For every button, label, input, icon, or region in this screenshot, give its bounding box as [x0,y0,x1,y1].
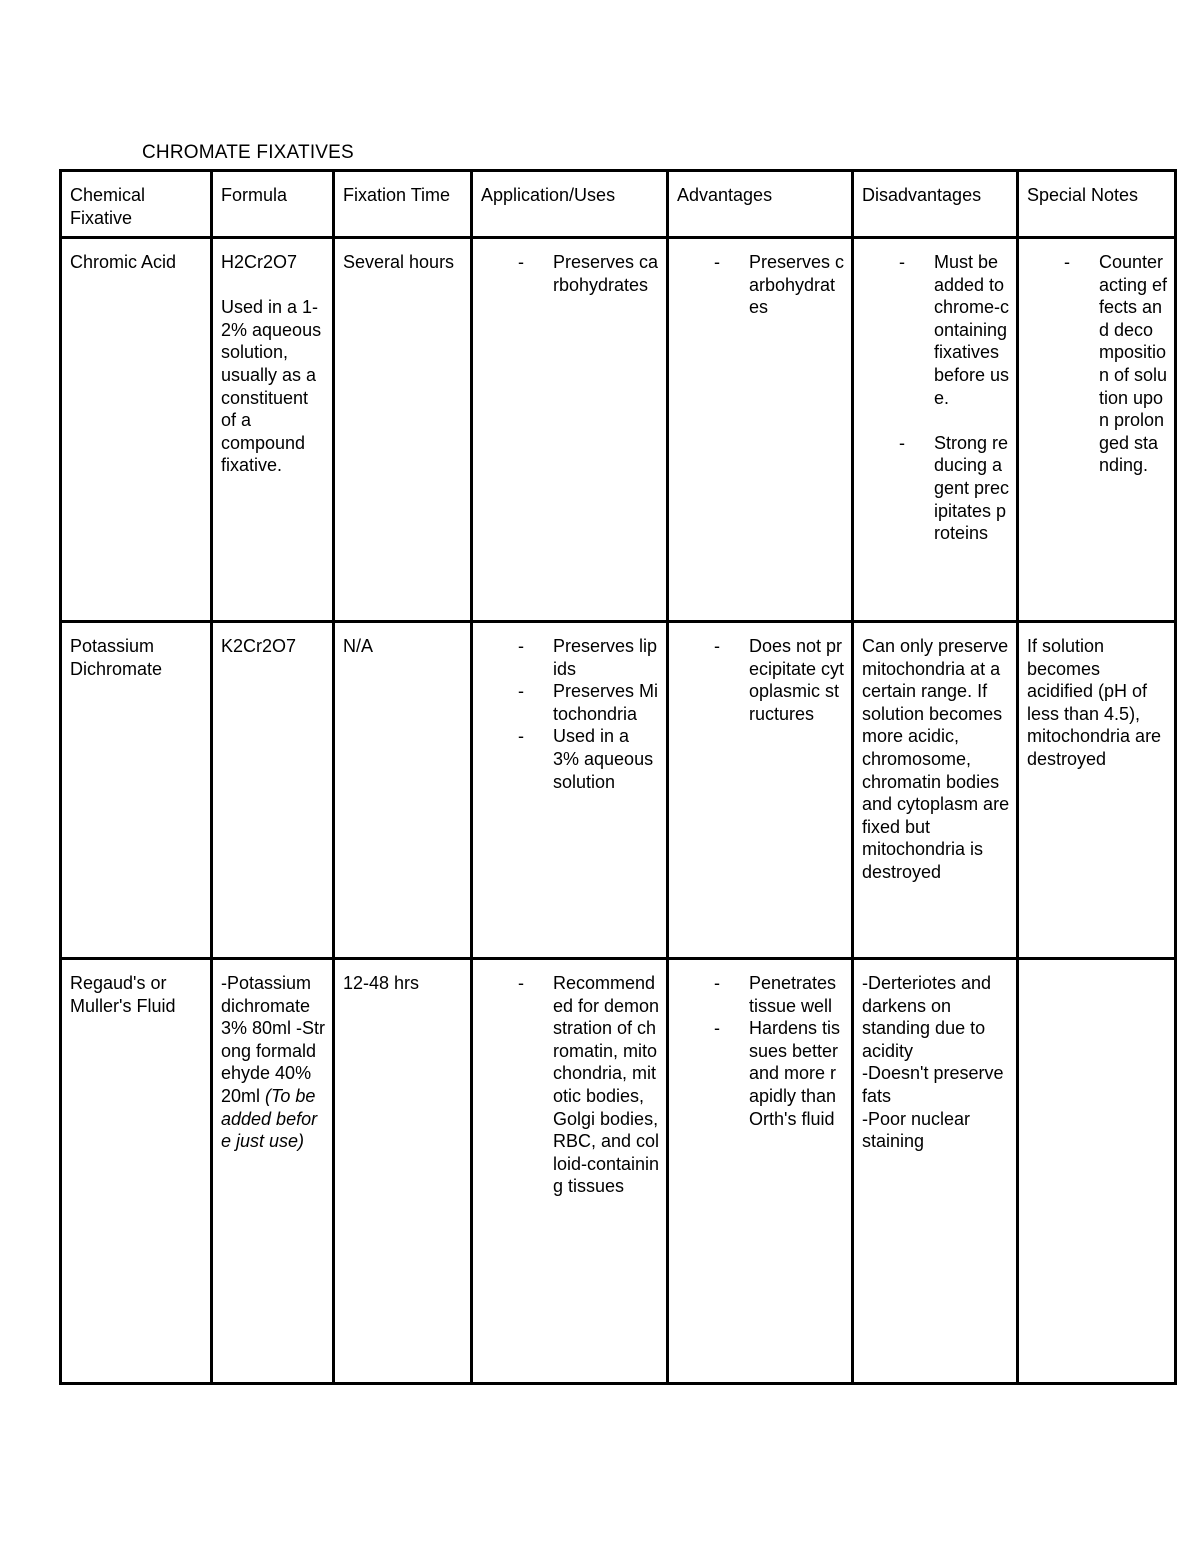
cell-disadvantages [853,238,1018,622]
list-item: - Preserves carbohydrates [481,251,660,296]
header-fixation-time: Fixation Time [334,171,472,238]
list-item: - Counteracting effects and decomposition of solution upon prolonged standing. [1027,251,1168,477]
cell-chemical: Potassium Dichromate [61,622,212,959]
list-item: - Used in a 3% aqueous solution [481,725,660,793]
table-row-regauds-fluid [61,959,1176,1384]
cell-disadvantages: Can only preserve mitochondria at a certain range. If solution becomes more acidic, chromosome, chromatin bodies and cytoplasm are fixed but mitochondria is destroyed [853,622,1018,959]
disadvantage-line: -Derteriotes and darkens on standing due to acidity [862,973,992,1061]
formula-note: Used in a 1-2% aqueous solution, usually as a constituent of a compound fixative. [221,297,322,476]
list-item: - Does not precipitate cytoplasmic structures [677,635,845,725]
cell-advantages [668,238,853,622]
disadvantage-line: -Doesn't preserve fats [862,1063,1004,1106]
list-item: - Preserves carbohydrates [677,251,845,319]
cell-special-notes: If solution becomes acidified (pH of less than 4.5), mitochondria are destroyed [1018,622,1176,959]
page-title: CHROMATE FIXATIVES [142,142,354,163]
cell-applications [472,622,668,959]
table-row-chromic-acid [61,238,1176,622]
list-item: - Recommended for demonstration of chromatin, mitochondria, mitotic bodies, Golgi bodies, RBC, and colloid-containing tissues [481,972,660,1198]
list-item: - Strong reducing agent precipitates proteins [862,432,1010,545]
cell-advantages [668,959,853,1384]
formula-text: -Potassium dichromate 3% 80ml -Strong formaldehyde 40% 20ml [221,973,326,1106]
cell-formula [212,238,334,622]
cell-formula [212,959,334,1384]
cell-special-notes [1018,238,1176,622]
cell-fixation-time: N/A [334,622,472,959]
list-item: - Must be added to chrome-containing fixatives before use. [862,251,1010,409]
cell-chemical: Chromic Acid [61,238,212,622]
header-advantages: Advantages [668,171,853,238]
list-item: - Penetrates tissue well [677,972,845,1017]
cell-fixation-time: 12-48 hrs [334,959,472,1384]
cell-advantages [668,622,853,959]
cell-special-notes [1018,959,1176,1384]
list-item: - Preserves lipids [481,635,660,680]
table-header-row [61,171,1176,238]
table-row-potassium-dichromate [61,622,1176,959]
header-chemical-fixative: Chemical Fixative [61,171,212,238]
cell-chemical: Regaud's or Muller's Fluid [61,959,212,1384]
chromate-fixatives-table [59,169,1177,1385]
disadvantage-line: -Poor nuclear staining [862,1108,971,1152]
cell-fixation-time: Several hours [334,238,472,622]
header-formula: Formula [212,171,334,238]
header-disadvantages: Disadvantages [853,171,1018,238]
cell-applications [472,238,668,622]
cell-disadvantages [853,959,1018,1384]
header-application-uses: Application/Uses [472,171,668,238]
list-item: - Preserves Mitochondria [481,680,660,725]
formula-text: H2Cr2O7 [221,252,298,272]
cell-formula: K2Cr2O7 [212,622,334,959]
list-item: - Hardens tissues better and more rapidly than Orth's fluid [677,1017,845,1130]
header-special-notes: Special Notes [1018,171,1176,238]
cell-applications [472,959,668,1384]
formula-note: (To be added before just use) [221,1085,318,1152]
